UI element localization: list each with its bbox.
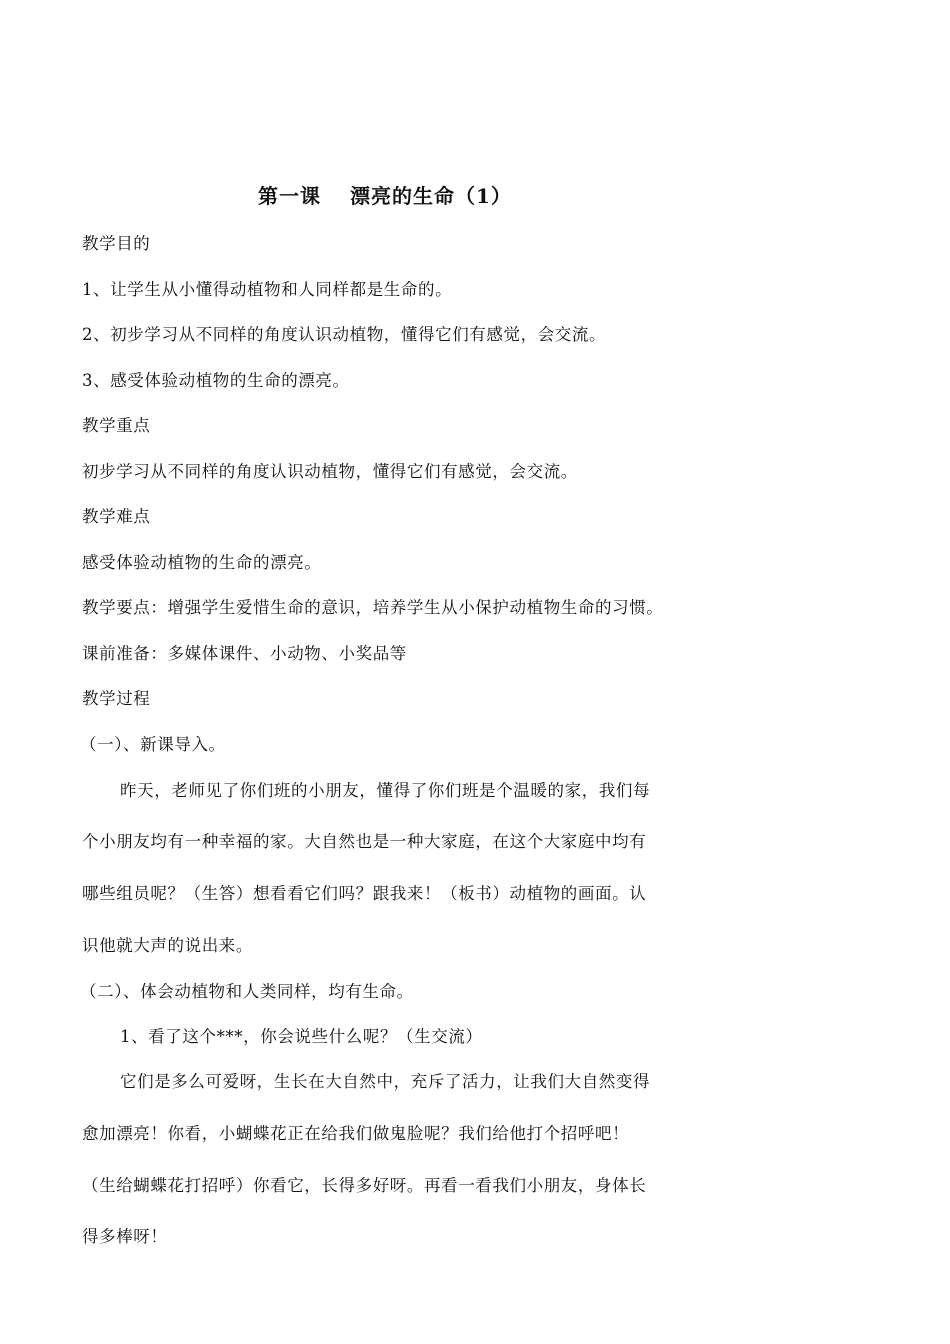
paragraph-line: 昨天，老师见了你们班的小朋友，懂得了你们班是个温暖的家，我们每 xyxy=(120,781,651,800)
heading-difficulties: 教学难点 xyxy=(82,507,151,526)
section-one-heading: （一）、新课导入。 xyxy=(80,735,226,754)
heading-key-points: 教学重点 xyxy=(82,416,151,435)
paragraph-line: 它们是多么可爱呀，生长在大自然中，充斥了活力，让我们大自然变得 xyxy=(120,1072,651,1091)
heading-process: 教学过程 xyxy=(82,689,151,708)
teaching-essentials: 教学要点：增强学生爱惜生命的意识，培养学生从小保护动植物生命的习惯。 xyxy=(82,598,664,617)
difficulties-text: 感受体验动植物的生命的漂亮。 xyxy=(82,553,322,572)
paragraph-line: 个小朋友均有一种幸福的家。大自然也是一种大家庭，在这个大家庭中均有 xyxy=(82,832,647,851)
paragraph-line: 识他就大声的说出来。 xyxy=(82,936,253,955)
lesson-title-text: 第一课 漂亮的生命（1） xyxy=(258,184,512,208)
paragraph-line: 愈加漂亮！你看，小蝴蝶花正在给我们做鬼脸呢？我们给他打个招呼吧！ xyxy=(82,1124,630,1143)
paragraph-line: （生给蝴蝶花打招呼）你看它，长得多好呀。再看一看我们小朋友，身体长 xyxy=(82,1176,647,1195)
goal-item-2: 2、初步学习从不同样的角度认识动植物，懂得它们有感觉，会交流。 xyxy=(82,325,607,344)
class-preparation: 课前准备：多媒体课件、小动物、小奖品等 xyxy=(82,644,407,663)
key-points-text: 初步学习从不同样的角度认识动植物，懂得它们有感觉，会交流。 xyxy=(82,462,578,481)
heading-teaching-goals: 教学目的 xyxy=(82,234,151,253)
goal-item-3: 3、感受体验动植物的生命的漂亮。 xyxy=(82,371,350,390)
section-two-heading: （二）、体会动植物和人类同样，均有生命。 xyxy=(80,982,414,1001)
paragraph-line: 哪些组员呢？（生答）想看看它们吗？跟我来！（板书）动植物的画面。认 xyxy=(82,884,647,903)
paragraph-line: 得多棒呀！ xyxy=(82,1227,168,1246)
section-two-item-1: 1、看了这个***，你会说些什么呢？（生交流） xyxy=(120,1027,483,1046)
goal-item-1: 1、让学生从小懂得动植物和人同样都是生命的。 xyxy=(82,280,453,299)
